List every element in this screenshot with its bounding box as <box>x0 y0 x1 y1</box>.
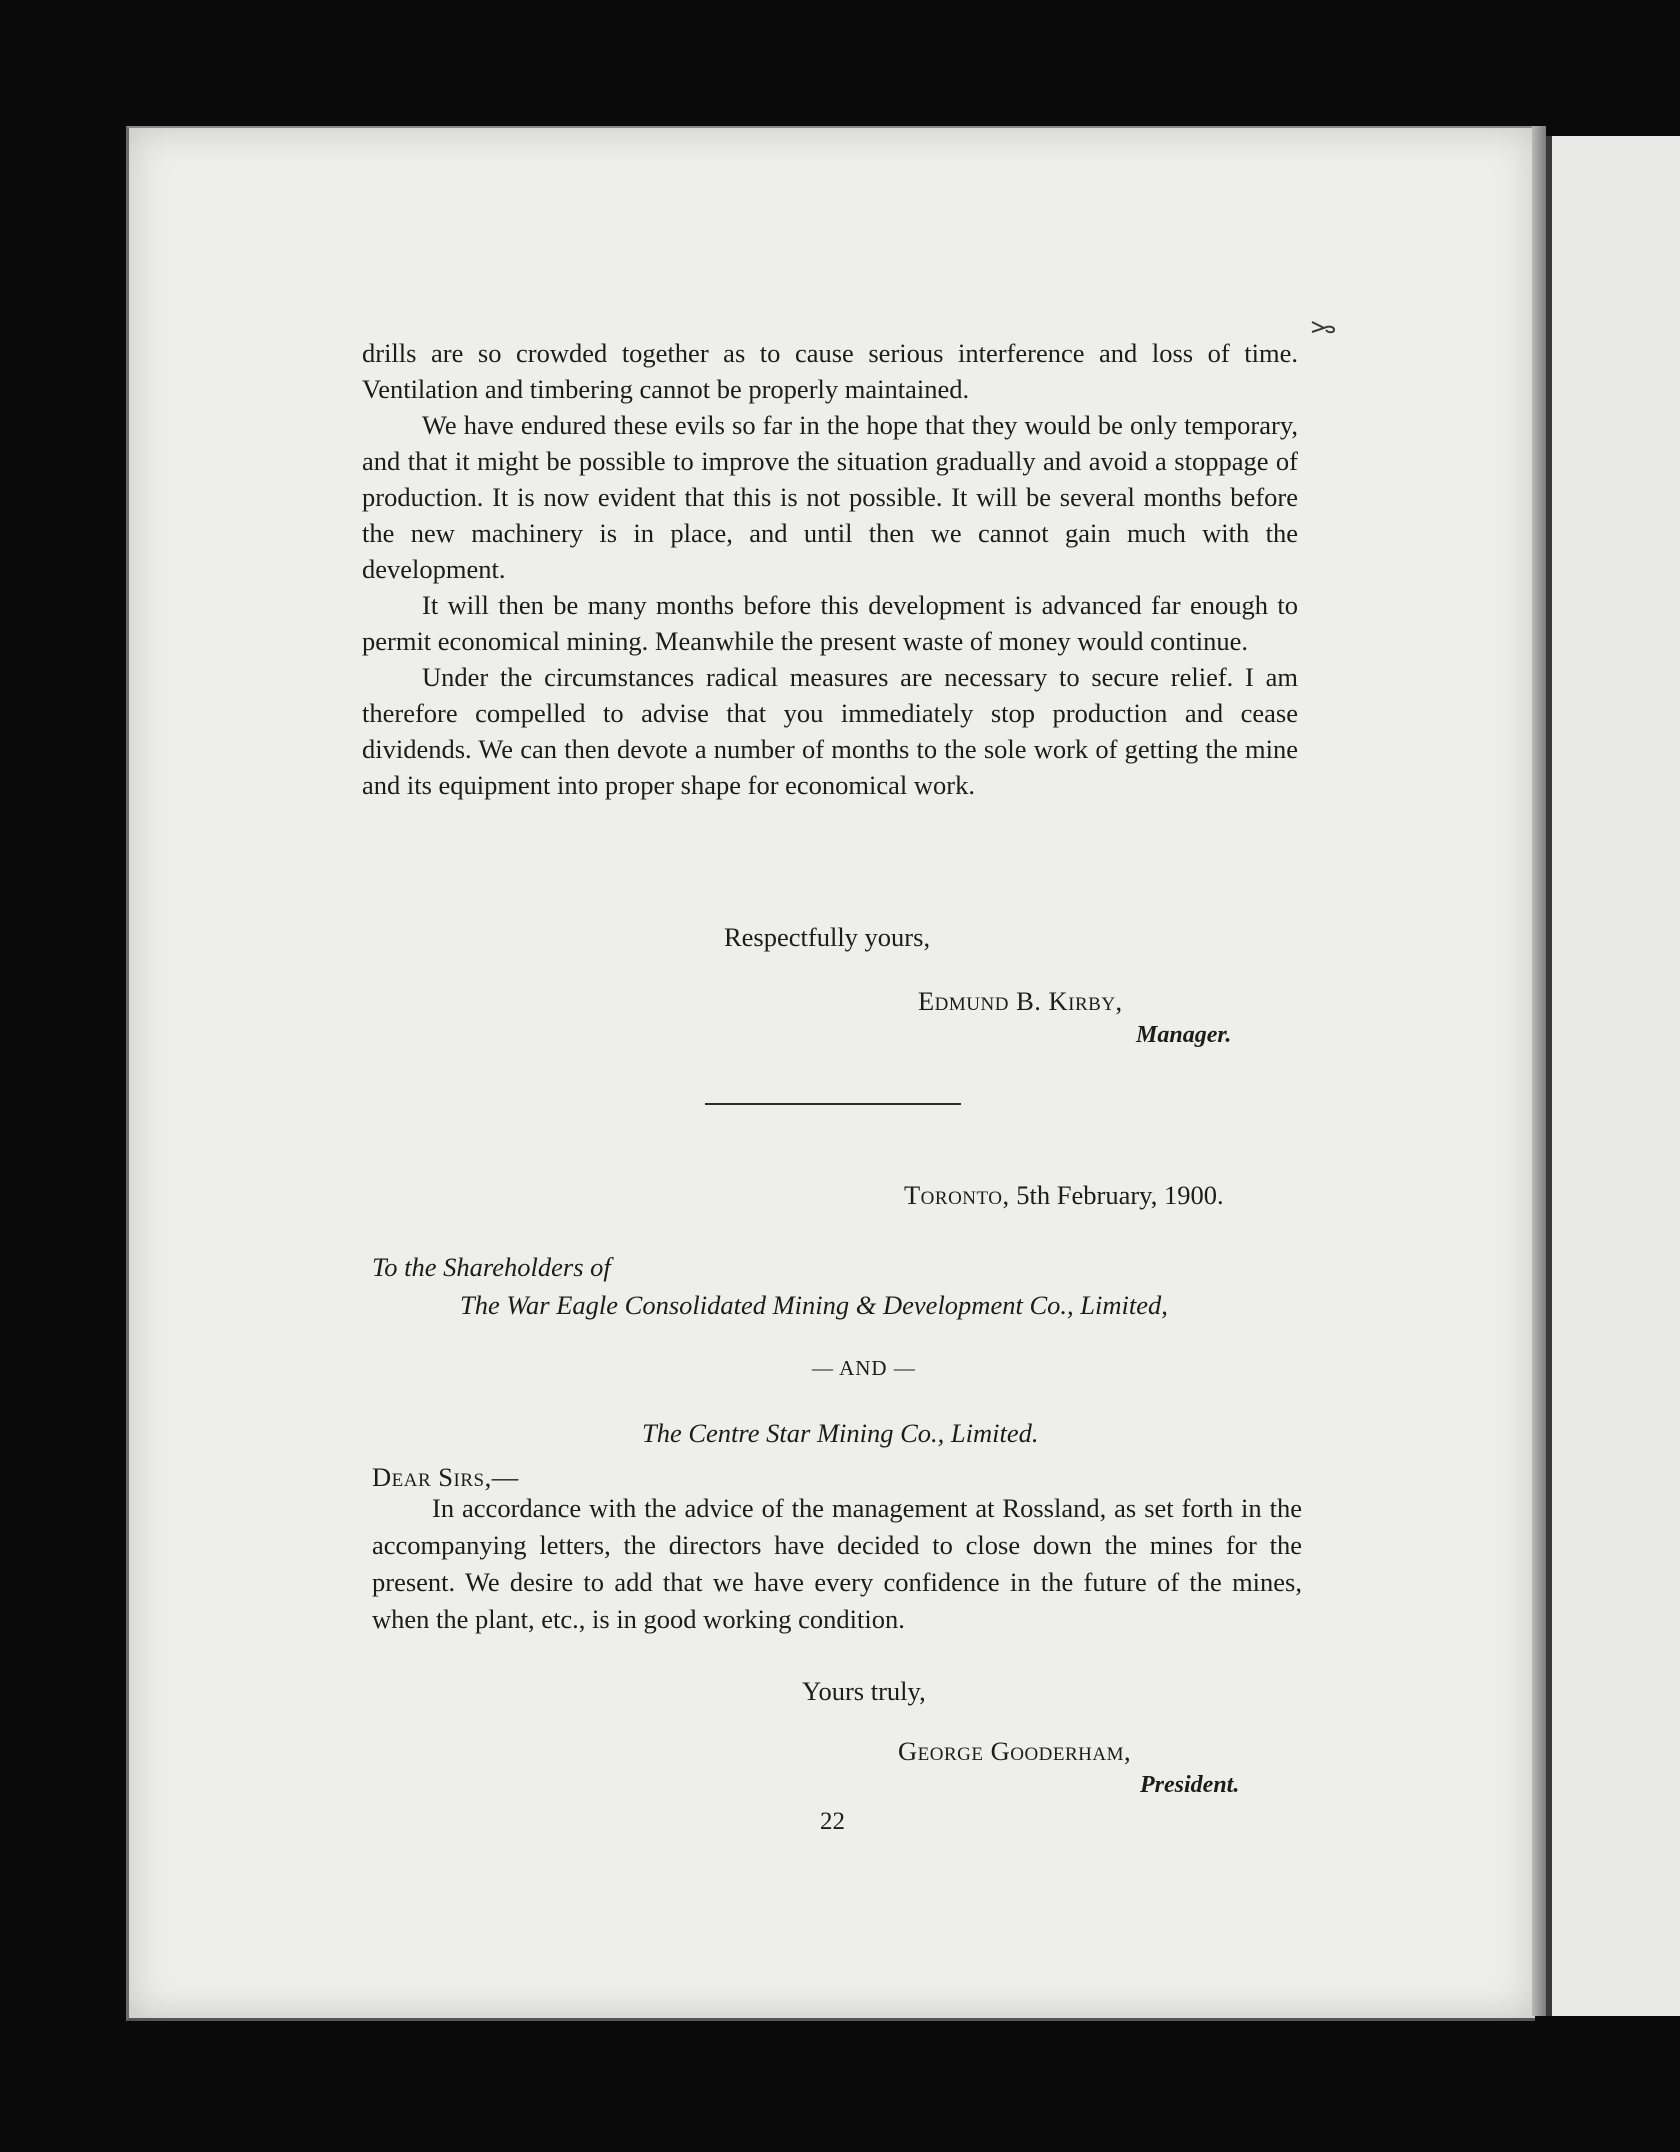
addressee-company: The War Eagle Consolidated Mining & Development Co., Limited, <box>460 1290 1168 1320</box>
dateline-date: 5th February, 1900. <box>1016 1180 1224 1210</box>
addressee-company: The Centre Star Mining Co., Limited. <box>642 1418 1039 1448</box>
section-divider <box>705 1103 961 1105</box>
closing-salutation: Respectfully yours, <box>724 922 931 952</box>
paragraph: Under the circumstances radical measures are necessary to secure relief. I am therefore compelled to advise that you immediately stop production and cease dividends. We can then devote a number of months to the sole work of getting the mine and its equipment into proper shape for economical work. <box>362 662 1298 800</box>
adjacent-page-edge <box>1546 136 1680 2016</box>
signer-title: Manager. <box>1136 1022 1232 1048</box>
signer-name: Edmund B. Kirby, <box>918 986 1123 1016</box>
addressee-conjunction: — AND — <box>812 1356 916 1380</box>
closing-salutation: Yours truly, <box>802 1676 926 1706</box>
page-gutter <box>1532 126 1546 2016</box>
paragraph: In accordance with the advice of the management at Rossland, as set forth in the accompanying letters, the directors have decided to close down the mines for the present. We desire to add that we have every confidence in the future of the mines, when the plant, etc., is in good working condition. <box>372 1493 1302 1634</box>
signer-title: President. <box>1140 1772 1240 1798</box>
paragraph: It will then be many months before this development is advanced far enough to permit economical mining. Meanwhile the present waste of money would continue. <box>362 590 1298 656</box>
paragraph: drills are so crowded together as to cause serious interference and loss of time. Ventilation and timbering cannot be properly maintained. <box>362 338 1298 404</box>
letter-body <box>372 1490 1302 1638</box>
signer-name: George Gooderham, <box>898 1736 1132 1766</box>
dateline-place: Toronto, <box>904 1180 1010 1210</box>
paragraph: We have endured these evils so far in the hope that they would be only temporary, and that it might be possible to improve the situation gradually and avoid a stoppage of production. It is now evident that this is not possible. It will be several months before the new machinery is in place, and until then we cannot gain much with the development. <box>362 410 1298 584</box>
page-number: 22 <box>820 1808 845 1835</box>
salutation: Dear Sirs,— <box>372 1462 519 1492</box>
margin-pencil-mark-icon <box>1308 318 1338 342</box>
letter-body <box>362 335 1298 803</box>
dateline <box>904 1180 1224 1211</box>
addressee-line: To the Shareholders of <box>372 1252 611 1282</box>
